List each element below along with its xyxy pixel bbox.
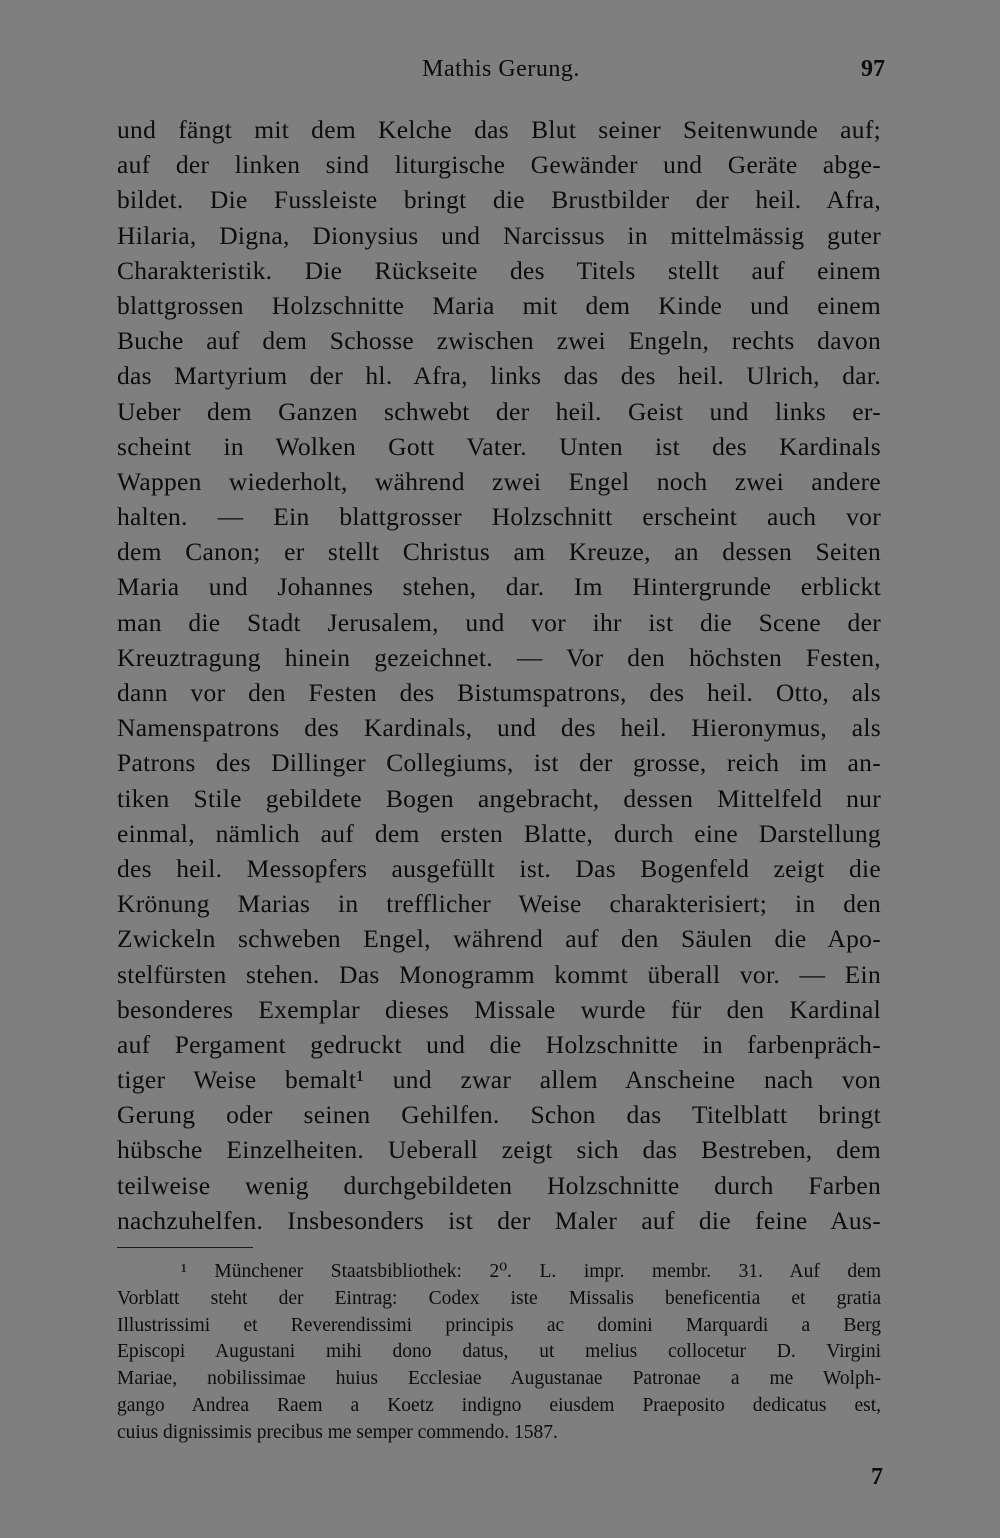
footnote-line: gango Andrea Raem a Koetz indigno eiusdem Praeposito dedicatus est,	[117, 1394, 881, 1416]
text-line: Namenspatrons des Kardinals, und des heil. Hieronymus, als	[117, 713, 881, 743]
text-line: des heil. Messopfers ausgefüllt ist. Das Bogenfeld zeigt die	[117, 853, 881, 883]
text-line: Patrons des Dillinger Collegiums, ist der grosse, reich im an-	[117, 748, 881, 778]
text-line: auf Pergament gedruckt und die Holzschnitte in farbenpräch-	[117, 1029, 881, 1059]
text-line: man die Stadt Jerusalem, und vor ihr ist die Scene der	[117, 607, 881, 637]
text-line: das Martyrium der hl. Afra, links das des heil. Ulrich, dar.	[117, 361, 881, 391]
text-line: und fängt mit dem Kelche das Blut seiner Seitenwunde auf;	[117, 115, 881, 144]
footnote-line: ¹ Münchener Staatsbibliothek: 2⁰. L. impr. membr. 31. Auf dem	[181, 1261, 881, 1282]
text-line: nachzuhelfen. Insbesonders ist der Maler auf die feine Aus-	[117, 1205, 881, 1235]
footnote-line: cuius dignissimis precibus me semper commendo. 1587.	[117, 1421, 558, 1443]
text-line: Buche auf dem Schosse zwischen zwei Engeln, rechts davon	[117, 326, 881, 356]
text-line: einmal, nämlich auf dem ersten Blatte, durch eine Darstellung	[117, 818, 881, 848]
running-title: Mathis Gerung.	[422, 56, 580, 82]
footnote	[117, 1259, 881, 1447]
text-line: auf der linken sind liturgische Gewänder und Geräte abge-	[117, 150, 881, 180]
page-number: 97	[861, 56, 885, 82]
text-line: dem Canon; er stellt Christus am Kreuze, an dessen Seiten	[117, 537, 881, 567]
text-line: halten. — Ein blattgrosser Holzschnitt erscheint auch vor	[117, 502, 881, 532]
text-line: Hilaria, Digna, Dionysius und Narcissus in mittelmässig guter	[117, 220, 881, 250]
text-line: tiger Weise bemalt¹ und zwar allem Anscheine nach von	[117, 1065, 881, 1095]
text-line: Ueber dem Ganzen schwebt der heil. Geist und links er-	[117, 396, 881, 426]
text-line: teilweise wenig durchgebildeten Holzschnitte durch Farben	[117, 1170, 881, 1200]
text-line: Charakteristik. Die Rückseite des Titels stellt auf einem	[117, 255, 881, 285]
text-line: scheint in Wolken Gott Vater. Unten ist des Kardinals	[117, 431, 881, 461]
footnote-line: Episcopi Augustani mihi dono datus, ut melius collocetur D. Virgini	[117, 1341, 881, 1363]
text-line: tiken Stile gebildete Bogen angebracht, dessen Mittelfeld nur	[117, 783, 881, 813]
text-line: blattgrossen Holzschnitte Maria mit dem Kinde und einem	[117, 290, 881, 320]
text-line: dann vor den Festen des Bistumspatrons, des heil. Otto, als	[117, 678, 881, 707]
footnote-line: Illustrissimi et Reverendissimi principis ac domini Marquardi a Berg	[117, 1314, 881, 1336]
footnote-line: Vorblatt steht der Eintrag: Codex iste Missalis beneficentia et gratia	[117, 1287, 881, 1309]
text-line: stelfürsten stehen. Das Monogramm kommt überall vor. — Ein	[117, 959, 881, 989]
text-line: bildet. Die Fussleiste bringt die Brustbilder der heil. Afra,	[117, 185, 881, 215]
text-line: hübsche Einzelheiten. Ueberall zeigt sich das Bestreben, dem	[117, 1135, 881, 1165]
text-line: Zwickeln schweben Engel, während auf den Säulen die Apo-	[117, 924, 881, 954]
running-head	[117, 56, 885, 88]
footnote-line: Mariae, nobilissimae huius Ecclesiae Augustanae Patronae a me Wolph-	[117, 1368, 881, 1390]
footnote-rule	[117, 1247, 253, 1248]
text-line: besonderes Exemplar dieses Missale wurde für den Kardinal	[117, 994, 881, 1024]
text-line: Maria und Johannes stehen, dar. Im Hintergrunde erblickt	[117, 572, 881, 602]
body-text	[117, 112, 881, 1238]
text-line: Krönung Marias in trefflicher Weise charakterisiert; in den	[117, 889, 881, 919]
text-line: Gerung oder seinen Gehilfen. Schon das Titelblatt bringt	[117, 1100, 881, 1130]
signature-mark: 7	[871, 1464, 883, 1490]
text-line: Kreuztragung hinein gezeichnet. — Vor den höchsten Festen,	[117, 642, 881, 672]
text-line: Wappen wiederholt, während zwei Engel noch zwei andere	[117, 466, 881, 496]
